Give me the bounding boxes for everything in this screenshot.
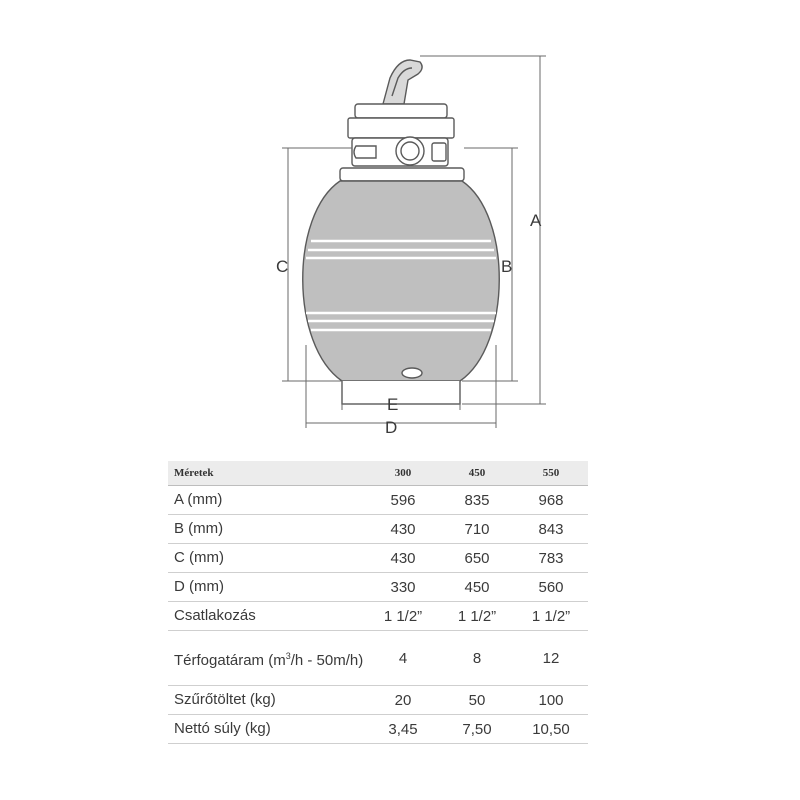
dimension-label-c: C [276,257,289,276]
row-value: 3,45 [366,715,440,744]
row-label [168,631,366,686]
row-value: 710 [440,515,514,544]
header-model-450: 450 [440,461,514,486]
row-value: 10,50 [514,715,588,744]
row-value: 330 [366,573,440,602]
table-row [168,602,588,631]
row-label-superscript: 3 [285,650,291,661]
row-value: 100 [514,686,588,715]
row-value: 8 [440,631,514,686]
tank-base [342,381,460,404]
side-port [354,146,376,158]
row-label-part: Térfogatáram (m [174,651,286,669]
row-value: 12 [514,631,588,686]
row-value: 1 1/2” [440,602,514,631]
dimension-label-a: A [530,211,542,230]
row-value: 560 [514,573,588,602]
row-label: Csatlakozás [168,602,366,631]
table-row [168,573,588,602]
row-value: 450 [440,573,514,602]
row-value: 650 [440,544,514,573]
row-value: 835 [440,486,514,515]
row-label: B (mm) [168,515,366,544]
right-port [432,143,446,161]
table-row [168,715,588,744]
valve-handle [383,60,422,104]
row-value: 430 [366,544,440,573]
valve-body [348,118,454,138]
dimension-label-d: D [385,418,398,437]
tank-collar [340,168,464,181]
dimension-label-b: B [501,257,513,276]
front-port-inner [401,142,419,160]
row-label: C (mm) [168,544,366,573]
row-value: 968 [514,486,588,515]
table-row [168,486,588,515]
row-value: 20 [366,686,440,715]
row-label: Nettó súly (kg) [168,715,366,744]
row-value: 50 [440,686,514,715]
spec-table [168,461,588,744]
row-label: D (mm) [168,573,366,602]
table-header-row [168,461,588,486]
drain-plug [402,368,422,378]
row-label-part: /h - 50m/h) [290,651,364,669]
row-label: Szűrőtöltet (kg) [168,686,366,715]
valve-cap [355,104,447,118]
table-row [168,686,588,715]
header-model-550: 550 [514,461,588,486]
table-row [168,631,588,686]
header-model-300: 300 [366,461,440,486]
table-row [168,515,588,544]
row-value: 7,50 [440,715,514,744]
table-row [168,544,588,573]
dimension-label-e: E [387,395,399,414]
row-value: 1 1/2” [366,602,440,631]
row-value: 1 1/2” [514,602,588,631]
filter-drawing [303,60,500,404]
tank-body [303,181,500,381]
row-value: 783 [514,544,588,573]
row-value: 430 [366,515,440,544]
row-value: 596 [366,486,440,515]
row-value: 843 [514,515,588,544]
row-label: A (mm) [168,486,366,515]
header-label: Méretek [168,461,366,486]
row-value: 4 [366,631,440,686]
